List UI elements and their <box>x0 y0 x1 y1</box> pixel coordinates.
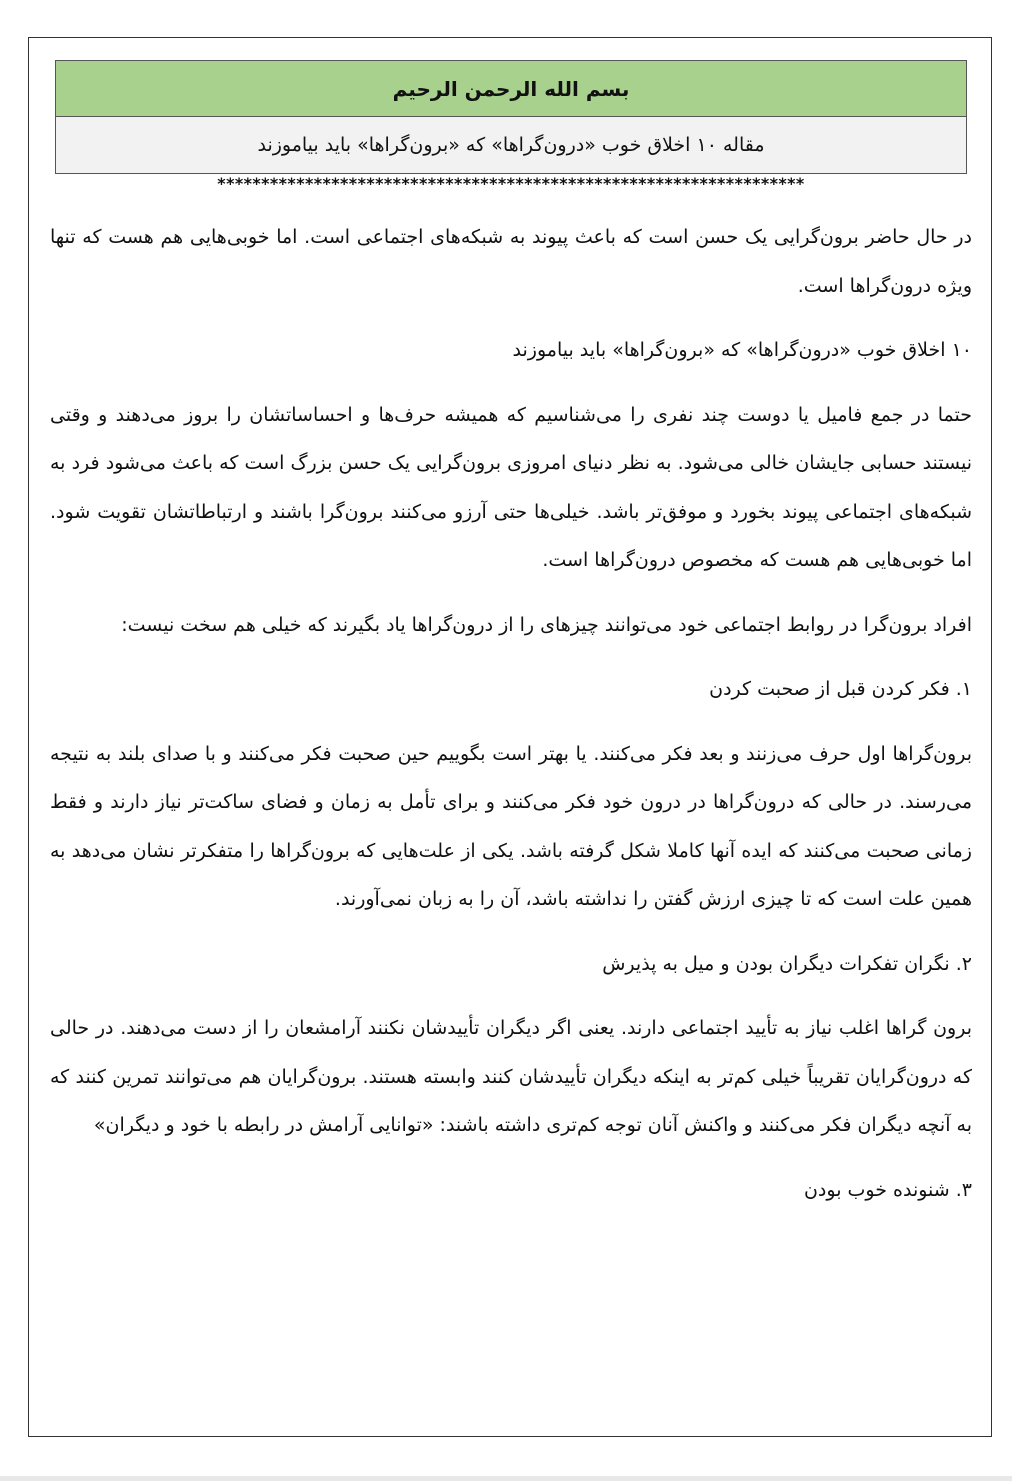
item-3-title: ۳. شنونده خوب بودن <box>803 1178 972 1201</box>
paragraph-1: حتما در جمع فامیل یا دوست چند نفری را می‌شناسیم که همیشه حرف‌ها و احساساتشان را بروز می‌دهند و وقتی نیستند حسابی جایشان خالی می‌شود. به نظر دنیای امروزی برون‌گرایی یک حسن بزرگ است که باعث می‌شود فرد به شبکه‌های اجتماعی پیوند بخورد و موفق‌تر باشد. خیلی‌ها حتی آرزو می‌کنند برون‌گرا باشند و ارتباطاتشان تقویت شود. اما خوبی‌هایی هم هست که مخصوص درون‌گراها است. <box>50 403 972 571</box>
star-divider: ******************************************************************* <box>217 174 805 193</box>
item-1-text: برون‌گراها اول حرف می‌زنند و بعد فکر می‌کنند. یا بهتر است بگوییم حین صحبت فکر می‌کنند و با صدای بلند به نتیجه می‌رسند. در حالی که درون‌گراها در درون خود فکر می‌کنند و برای تأمل به زمان و فضای ساکت‌تر نیاز دارند و فقط زمانی صحبت می‌کنند که ایده آنها کاملا شکل گرفته باشد. یکی از علت‌هایی که برون‌گراها را متفکرتر نشان می‌دهد به همین علت است که تا چیزی ارزش گفتن را نداشته باشد، آن را به زبان نمی‌آورند. <box>50 742 972 910</box>
page-title: بسم الله الرحمن الرحیم <box>56 61 966 117</box>
paragraph-2: افراد برون‌گرا در روابط اجتماعی خود می‌توانند چیزهای را از درون‌گراها یاد بگیرند که خیلی هم سخت نیست: <box>121 613 972 636</box>
article-title: مقاله ۱۰ اخلاق خوب «درون‌گراها» که «برون‌گراها» باید بیاموزند <box>56 117 966 173</box>
section-heading: ۱۰ اخلاق خوب «درون‌گراها» که «برون‌گراها» باید بیاموزند <box>512 339 972 361</box>
title-table <box>55 60 967 174</box>
page-bottom-edge <box>0 1476 1012 1481</box>
article-body <box>50 213 972 1230</box>
item-2-text: برون گراها اغلب نیاز به تأیید اجتماعی دارند. یعنی اگر دیگران تأییدشان نکنند آرامشعان را از دست می‌دهند. در حالی که درون‌گرایان تقریباً خیلی کم‌تر به اینکه دیگران تأییدشان کنند وابسته هستند. برون‌گرایان هم می‌توانند تمرین کنند که به آنچه دیگران فکر می‌کنند و واکنش آنان توجه کم‌تری داشته باشند: «توانایی آرامش در رابطه با خود و دیگران» <box>50 1017 972 1136</box>
item-2-title: ۲. نگران تفکرات دیگران بودن و میل به پذیرش <box>602 952 972 975</box>
intro-paragraph: در حال حاضر برون‌گرایی یک حسن است که باعث پیوند به شبکه‌های اجتماعی است. اما خوبی‌هایی هم هست که تنها ویژه درون‌گراها است. <box>50 226 972 297</box>
item-1-title: ۱. فکر کردن قبل از صحبت کردن <box>709 678 972 700</box>
